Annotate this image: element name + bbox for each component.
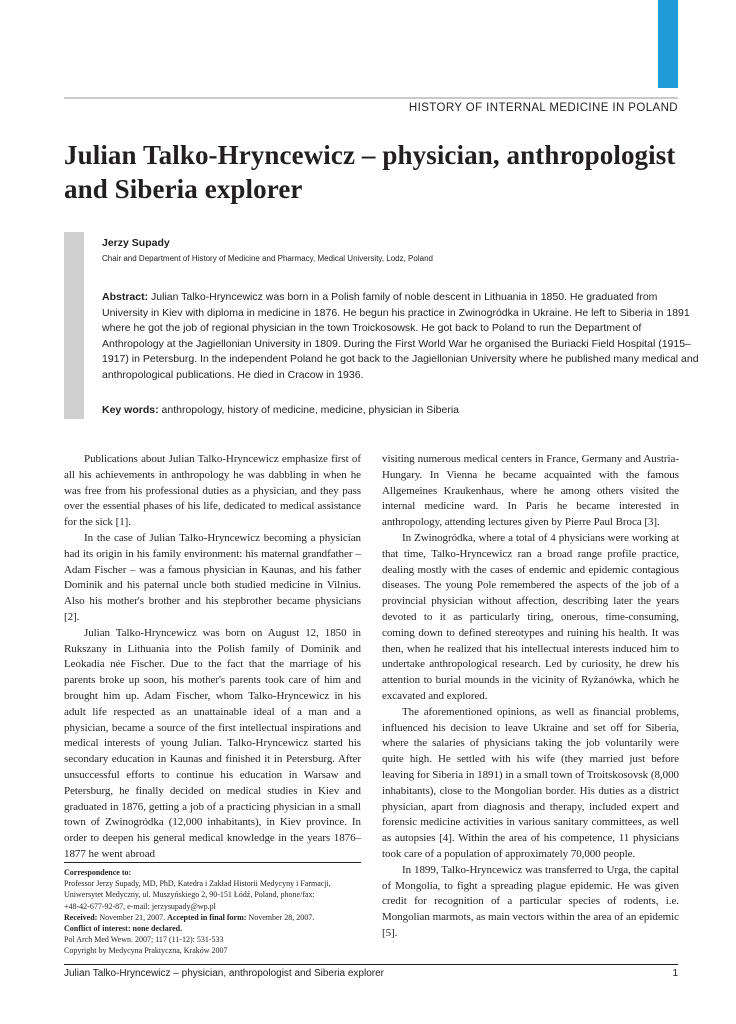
accepted-date: November 28, 2007. xyxy=(248,912,315,922)
correspondence-label: Correspondence to: xyxy=(64,868,132,877)
keywords-label: Key words: xyxy=(102,404,159,416)
article-title-line-2: and Siberia explorer xyxy=(64,174,303,204)
body-paragraph: Publications about Julian Talko-Hryncewicz emphasize first of all his achievements in anthropology he was dabbling in when he was free from his professional duties as a physician, and they pass over the essential phases of his life, dedicated to medical assistance for the sick [1]. xyxy=(64,453,361,529)
abstract xyxy=(102,290,702,384)
section-label: HISTORY OF INTERNAL MEDICINE IN POLAND xyxy=(408,102,678,114)
copyright: Copyright by Medycyna Praktyczna, Kraków 2007 xyxy=(64,946,228,956)
body-column-left xyxy=(64,452,361,863)
body-column-right xyxy=(382,452,679,942)
body-paragraph: The aforementioned opinions, as well as financial problems, influenced his decision to leave Ukraine and set off for Siberia, where the salaries of physicians taking the job voluntarily were quite high. He settled with his wife (they married just before leaving for Siberia in 1891) in a small town of Troitskosovsk (8,000 inhabitants), close to the Mongolian border. His duties as a district physician, apart from diagnosis and therapy, included expert and forensic medicine activities in various sanitary committees, as well as autopsies [4]. Within the area of his competence, 11 physicians took care of a population of approximately 70,000 people. xyxy=(382,705,679,860)
author-name: Jerzy Supady xyxy=(102,237,170,249)
abstract-text: Julian Talko-Hryncewicz was born in a Polish family of noble descent in Lithuania in 1850. He graduated from University in Kiev with diploma in medicine in 1876. He begun his practice in Zwinogródka in Ukraine. He left to Siberia in 1891 where he got the job of regional physician in the town Troickosowsk. He got back to Poland to run the Department of Anthropology at the Jagiellonian University in 1809. During the First World War he organised the Buriacki Field Hospital (1915–1917) in Petersburg. In the independent Poland he got back to the Jagiellonian University where he published many medical and anthropological publications. He died in Cracow in 1936. xyxy=(102,291,699,381)
body-paragraph-continued: visiting numerous medical centers in France, Germany and Austria-Hungary. In Vienna he became acquainted with the famous Allgemeines Kraukenhaus, where he among others visited the internal medicine ward. In Paris he became interested in anthropology, attending lectures given by Pierre Paul Broca [3]. xyxy=(382,453,679,529)
citation: Pol Arch Med Wewn. 2007; 117 (11-12): 531-533 xyxy=(64,935,224,945)
received-date: November 21, 2007. xyxy=(99,912,166,922)
abstract-label: Abstract: xyxy=(102,291,149,303)
footer-rule xyxy=(64,964,678,965)
author-affiliation: Chair and Department of History of Medicine and Pharmacy, Medical University, Lodz, Poland xyxy=(102,254,433,263)
article-title xyxy=(64,138,694,206)
received-line xyxy=(64,912,364,923)
body-paragraph: In the case of Julian Talko-Hryncewicz becoming a physician had its origin in his family environment: his maternal grandfather – Adam Fischer – was a famous physician in Kaunas, and his father Dominik and his paternal uncle both studied medicine in Vilnius. Also his mother's brother and his stepbrother became physicians [2]. xyxy=(64,531,361,623)
conflict-of-interest: Conflict of interest: none declared. xyxy=(64,924,183,934)
page-number: 1 xyxy=(672,968,678,979)
correspondence-line: Uniwersytet Medyczny, ul. Muszyńskiego 2, 90-151 Łódź, Poland, phone/fax: xyxy=(64,890,315,900)
abstract-box xyxy=(64,232,699,419)
keywords xyxy=(102,403,702,419)
abstract-side-bar xyxy=(64,232,84,419)
top-rule xyxy=(64,97,678,99)
footer-running-title: Julian Talko-Hryncewicz – physician, anthropologist and Siberia explorer xyxy=(64,968,384,979)
accepted-label: Accepted in final form: xyxy=(167,912,247,922)
body-paragraph: In Zwinogródka, where a total of 4 physicians were working at that time, Talko-Hryncewicz ran a broad range profile practice, dealing mostly with the cases of endemic and epidemic contagious diseases. The young Pole remembered the aspects of the job of a provincial physician without affection, describing later the years devoted to it as particularly tiring, onerous, time-consuming, coming down to defined stereotypes and ruining his health. It was then, when he realized that his intellectual interests induced him to undertake anthropological research. Led by curiosity, he drew his attention to burial mounds in the vicinity of Ryżanówka, which he excavated and explored. xyxy=(382,531,679,702)
correspondence-line: Professor Jerzy Supady, MD, PhD, Katedra i Zakład Historii Medycyny i Farmacji, xyxy=(64,879,331,889)
received-label: Received: xyxy=(64,912,98,922)
accent-bar xyxy=(658,0,678,88)
body-paragraph: Julian Talko-Hryncewicz was born on August 12, 1850 in Rukszany in Lithuania into the Polish family of Dominik and Leokadia née Fischer. Due to the fact that the marriage of his parents broke up soon, his mother's parents took care of him and brought him up. Adam Fischer, whom Talko-Hryncewicz in his adult life respected as an unattainable ideal of a man and a physician, became a source of the first intellectual inspirations and medical interests of young Julian. Talko-Hryncewicz started his secondary education in Kaunas and finished it in Petersburg. After unsuccessful efforts to continue his education in Warsaw and Petersburg, he finally decided on medical studies in Kiev and graduated in 1876, getting a job of a practicing physician in a small town of Zwinogródka (12,000 inhabitants), in Kiev province. In order to deepen his general medical knowledge in the years 1876–1877 he went abroad xyxy=(64,626,361,860)
correspondence-block xyxy=(64,867,364,957)
correspondence-rule xyxy=(64,862,361,863)
article-title-line-1: Julian Talko-Hryncewicz – physician, anthropologist xyxy=(64,140,676,170)
body-paragraph: In 1899, Talko-Hryncewicz was transferred to Urga, the capital of Mongolia, to fight a spreading plague epidemic. He was given credit for recognition of a particular species of rodents, i.e. Mongolian marmots, as main vectors within the area of an epidemic [5]. xyxy=(382,863,679,939)
keywords-text: anthropology, history of medicine, medicine, physician in Siberia xyxy=(161,404,459,416)
correspondence-line: +48-42-677-92-87, e-mail: jerzysupady@wp.pl xyxy=(64,901,216,911)
